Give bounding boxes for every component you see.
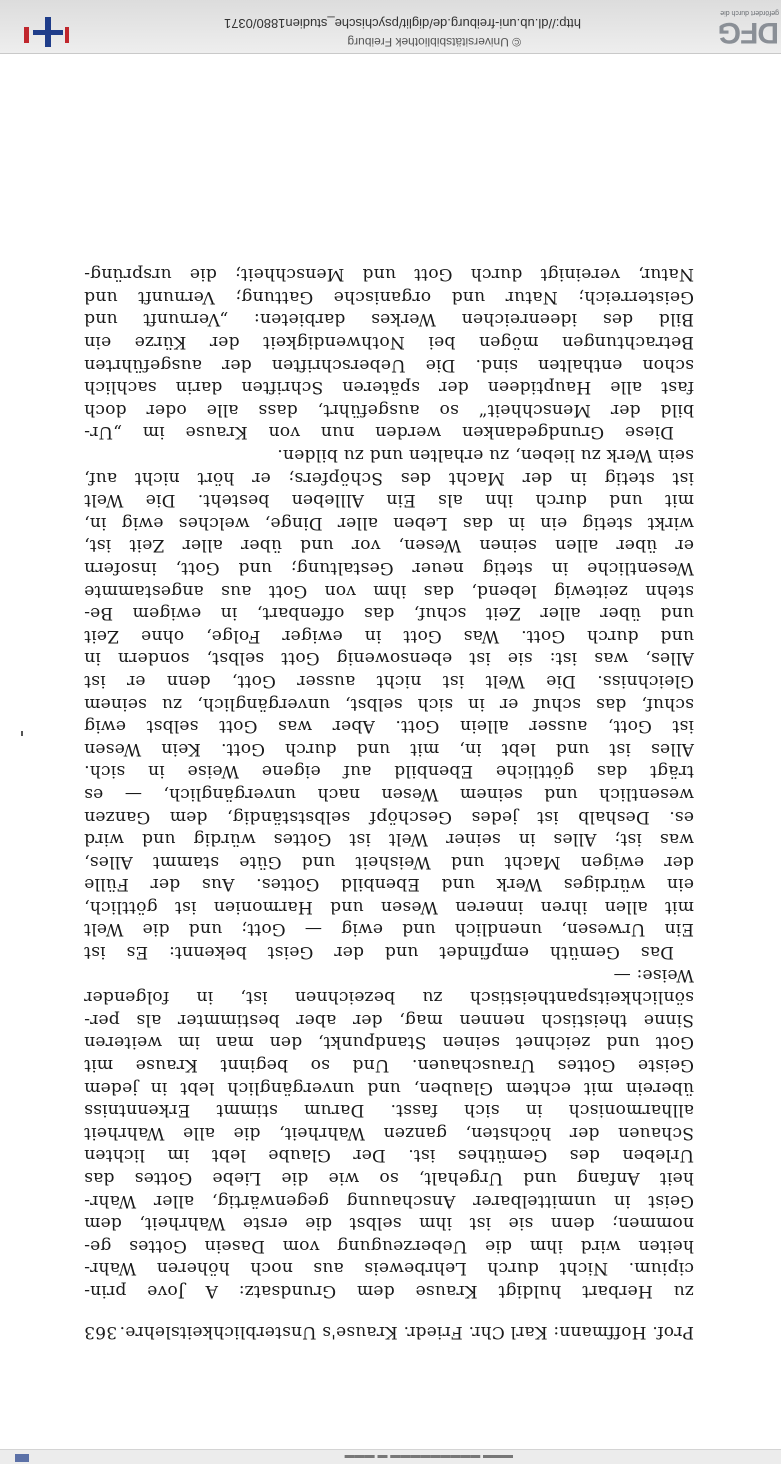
text-line: Ein Urwesen, unendlich und ewig — Gott; und die Welt xyxy=(84,919,694,940)
text-line: fast alle Hauptideen der späteren Schriften darin sachlich xyxy=(84,377,694,398)
text-line: schon enthalten sind. Die Ueberschriften der ausgeführten xyxy=(84,354,694,375)
text-line: Urleben des Gemüthes ist. Der Glaube lebt im lichten xyxy=(84,1145,694,1166)
text-line: Diese Grundgedanken werden nun von Krause im „Ur- xyxy=(84,422,674,443)
text-line: er über allen seinen Wesen, vor und über aller Zeit ist, xyxy=(84,535,694,556)
text-line: überein mit echtem Glauben, und unvergänglich lebt in jedem xyxy=(84,1077,694,1098)
text-line: Natur, vereinigt durch Gott und Menschheit; die ursprüng- xyxy=(84,264,694,285)
text-line: Alles ist und lebt in, mit und durch Gott. Kein Wesen xyxy=(84,738,694,759)
dfg-logo-tagline: gefördert durch die xyxy=(720,9,779,16)
text-line: der ewigen Macht und Weisheit und Güte stammt Alles, xyxy=(84,851,694,872)
text-line: Alles, was ist: sie ist ebensowenig Gott selbst, sondern in xyxy=(84,648,694,669)
text-line: mit allen ihren inneren Wesen und Harmonien ist göttlich, xyxy=(84,896,694,917)
top-strip-marker xyxy=(15,1454,29,1462)
text-line: Geist in unmittelbarer Anschauung gegenwärtig, aller Wahr- xyxy=(84,1190,694,1211)
text-line: sein Werk zu lieben, zu erhalten und zu bilden. xyxy=(277,445,694,466)
text-line: Geisterreich; Natur und organische Gattung; Vernunft und xyxy=(84,286,694,307)
dfg-logo xyxy=(701,7,779,47)
running-head xyxy=(84,1322,694,1342)
running-head-title: Prof. Hoffmann: Karl Chr. Friedr. Krause's Unsterblichkeitslehre. xyxy=(119,1322,694,1342)
text-line: Das Gemüth empfindet und der Geist bekennt: Es ist xyxy=(84,942,674,963)
text-line: nommen; denn sie ist ihm selbst die erste Wahrheit, dem xyxy=(84,1213,694,1234)
text-line: heiten wird ihm die Ueberzeugung vom Dasein Gottes ge- xyxy=(84,1235,694,1256)
text-line: ist Gott, ausser allein Gott. Aber was Gott selbst ewig xyxy=(84,716,694,737)
text-line: Gott und zeichnet seinen Standpunkt, den man im weiteren xyxy=(84,1032,694,1053)
text-line: allharmonisch in sich fasst. Darum stimmt Erkenntniss xyxy=(84,1100,694,1121)
text-line: Geiste Gottes Urauschauen. Und so beginnt Krause mit xyxy=(84,1055,694,1076)
text-line: stehn zeitewig lebend, das ihm von Gott aus angestammte xyxy=(84,580,694,601)
page-number: 363 xyxy=(84,1322,118,1342)
text-line: Wesentliche in stetig neuer Gestaltung; und Gott, insofern xyxy=(84,558,694,578)
text-line: ist stetig in der Macht des Schöpfers; er hört nicht auf, xyxy=(84,467,694,488)
dfg-logo-letters: DFG xyxy=(718,16,779,49)
text-line: schuf, das schuf er in sich selbst, unvergänglich, zu seinem xyxy=(84,693,694,714)
text-line: es. Deshalb ist jedes Geschöpf selbstständig, dem Ganzen xyxy=(84,806,694,827)
text-line: trägt das göttliche Ebenbild auf eigene Weise in sich. xyxy=(84,761,694,782)
text-line: und über aller Zeit schuf, das offenbart, in ewigem Be- xyxy=(84,603,694,624)
text-line: zu Herbart huldigt Krause dem Grundsatz: A Jove prin- xyxy=(84,1281,694,1301)
text-line: und durch Gott. Was Gott in ewiger Folge, ohne Zeit xyxy=(84,625,694,646)
text-line: wirkt stetig ein in das Leben aller Dinge, welches ewig in, xyxy=(84,512,694,533)
ub-freiburg-logo-icon xyxy=(17,17,69,47)
top-scroll-strip xyxy=(0,1449,781,1464)
text-line: Bild des ideenreichen Werkes darbieten: „Vernunft und xyxy=(84,309,694,330)
text-line: Weise: — xyxy=(613,964,694,985)
text-line: Sinne theistisch nennen mag, der aber bestimmter als per- xyxy=(84,1009,694,1030)
text-line: mit und durch ihn als Ein Allleben besteht. Die Welt xyxy=(84,490,694,511)
document-url[interactable]: http://dl.ub.uni-freiburg.de/diglit/psychische_studien1880/0371 xyxy=(223,16,581,31)
text-line: sönlichkeitspantheistisch zu bezeichnen ist, in folgender xyxy=(84,987,694,1008)
text-line: wesentlich und seinem Wesen nach unvergänglich, — es xyxy=(84,783,694,804)
text-line: was ist; Alles in seiner Welt ist Gottes würdig und wird xyxy=(84,829,694,850)
text-line: Gleichniss. Die Welt ist nicht ausser Gott, denn er ist xyxy=(84,670,694,691)
top-strip-text: ▬▬▬ ▬▬▬▬▬▬▬▬▬ ▬ ▬▬▬ xyxy=(344,1452,513,1463)
text-line: Betrachtungen mögen bei Nothwendigkeit der Kürze ein xyxy=(84,332,694,353)
text-line: Schauen der höchsten, ganzen Wahrheit, die alle Wahrheit xyxy=(84,1122,694,1143)
body-text xyxy=(84,263,694,1302)
text-line: heit Anfang und Urgehalt, so wie die Liebe Gottes das xyxy=(84,1168,694,1189)
text-line: ein würdiges Werk und Ebenbild Gottes. Aus der Fülle xyxy=(84,874,694,895)
text-line: cipium. Nicht durch Lehrbeweis aus noch höheren Wahr- xyxy=(84,1258,694,1279)
viewer-footer-bar xyxy=(0,0,781,54)
copyright-notice: © Universitätsbibliothek Freiburg xyxy=(347,35,521,49)
scan-speck xyxy=(21,731,23,736)
text-line: bild der Menschheit“ so ausgeführt, dass alle oder doch xyxy=(84,399,694,420)
